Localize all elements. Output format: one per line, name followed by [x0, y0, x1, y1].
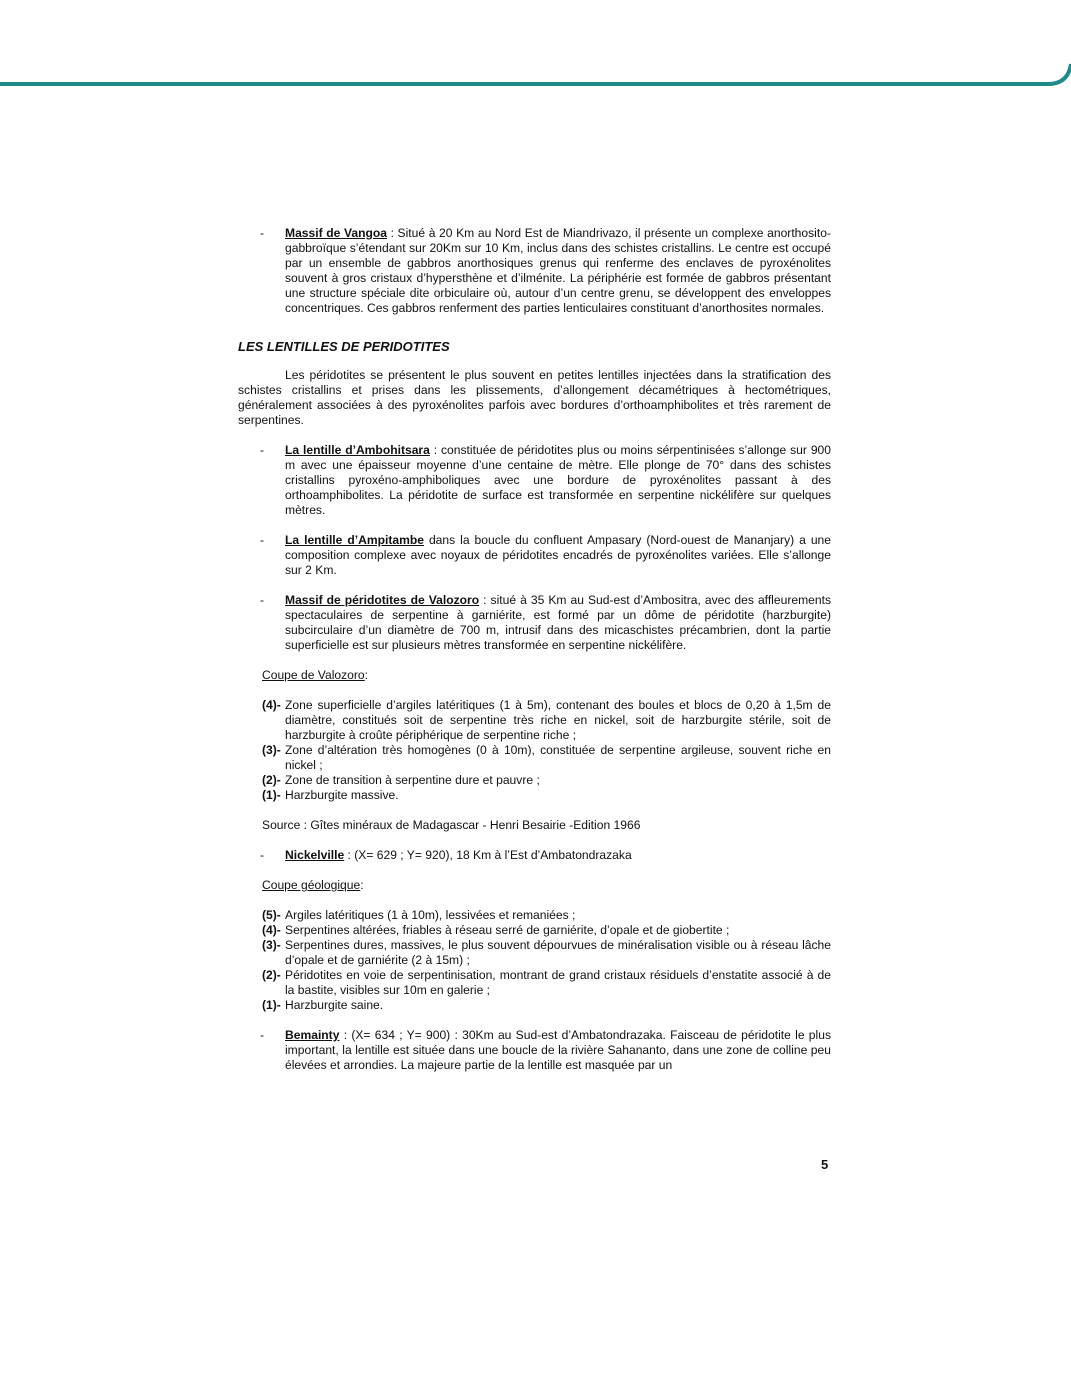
coupe-valozoro-item: [262, 773, 831, 788]
item-number: (2)-: [262, 968, 281, 982]
term-ambohitsara: La lentille d’Ambohitsara: [285, 443, 430, 457]
item-number: (3)-: [262, 743, 281, 757]
bullet-dash: -: [260, 533, 265, 547]
bullet-dash: -: [260, 443, 265, 457]
list-item-valozoro: [238, 593, 831, 653]
text-ampitambe: dans la boucle du confluent Ampasary (Nord-ouest de Mananjary) a une composition complexe avec noyaux de péridotites encadrés de pyroxénolites variées. Elle s’allonge sur 2 Km.: [285, 533, 831, 577]
item-number: (4)-: [262, 698, 281, 712]
term-vangoa: Massif de Vangoa: [285, 226, 387, 240]
term-nickelville: Nickelville: [285, 848, 345, 862]
item-number: (4)-: [262, 923, 281, 937]
coupe-geologique-item: [262, 908, 831, 923]
coupe-valozoro-suffix: :: [364, 668, 369, 682]
coupe-geologique-item: [262, 998, 831, 1013]
header-border-line: [0, 0, 1071, 100]
list-item-ampitambe: [238, 533, 831, 578]
text-ambohitsara: : constituée de péridotites plus ou moins sérpentinisées s’allonge sur 900 m avec une épaisseur moyenne d’une centaine de mètre. Elle plonge de 70° dans des schistes cristallins pyroxéno-amphiboliques avec une bordure de pyroxénolites passant à des orthoamphibolites. La péridotite de surface est transformée en serpentine nickélifère sur quelques mètres.: [285, 443, 832, 517]
text-bemainty: : (X= 634 ; Y= 900) : 30Km au Sud-est d’Ambatondrazaka. Faisceau de péridotite le plus important, la lentille est située dans une boucle de la rivière Sahananto, dans une zone de colline peu élevées et arrondies. La majeure partie de la lentille est masquée par un: [285, 1028, 831, 1072]
coupe-geologique-suffix: :: [360, 878, 364, 892]
item-number: (2)-: [262, 773, 281, 787]
item-number: (3)-: [262, 938, 281, 952]
section-intro: Les péridotites se présentent le plus souvent en petites lentilles injectées dans la stratification des schistes cristallins et prises dans les plissements, d’allongement décamétriques à hectométriques, généralement associées à des pyroxénolites parfois avec bordures d’orthoamphibolites et très rarement de serpentines.: [238, 368, 831, 427]
bullet-dash: -: [260, 848, 265, 862]
item-text: Harzburgite saine.: [285, 998, 384, 1012]
item-number: (1)-: [262, 788, 281, 802]
item-number: (5)-: [262, 908, 281, 922]
item-text: Zone superficielle d’argiles latéritiques (1 à 5m), contenant des boules et blocs de 0,20 à 1,5m de diamètre, constitués soit de serpentine très riche en nickel, soit de harzburgite stérile, soit de harzburgite à croûte périphérique de serpentine riche ;: [285, 698, 831, 742]
coupe-valozoro-title: Coupe de Valozoro: [262, 668, 365, 682]
section-title: LES LENTILLES DE PERIDOTITES: [238, 339, 450, 354]
item-number: (1)-: [262, 998, 281, 1012]
item-text: Péridotites en voie de serpentinisation, montrant de grand cristaux résiduels d’enstatite associé à de la bastite, visibles sur 10m en galerie ;: [285, 968, 831, 997]
document-body: [238, 226, 831, 1073]
item-text: Argiles latéritiques (1 à 10m), lessivées et remaniées ;: [285, 908, 576, 922]
coupe-geologique-heading: [262, 878, 831, 893]
item-text: Serpentines dures, massives, le plus souvent dépourvues de minéralisation visible ou à réseau lâche d’opale et de garniérite (2 à 15m) ;: [285, 938, 831, 967]
bullet-dash: -: [260, 593, 265, 607]
item-text: Serpentines altérées, friables à réseau serré de garniérite, d’opale et de giobertite ;: [285, 923, 730, 937]
page-number: 5: [821, 1157, 829, 1172]
text-nickelville: : (X= 629 ; Y= 920), 18 Km à l’Est d’Ambatondrazaka: [344, 848, 632, 862]
term-ampitambe: La lentille d’Ampitambe: [285, 533, 424, 547]
source-citation: Source : Gîtes minéraux de Madagascar - Henri Besairie -Edition 1966: [262, 818, 641, 832]
item-text: Zone d’altération très homogènes (0 à 10m), constituée de serpentine argileuse, souvent riche en nickel ;: [285, 743, 831, 772]
coupe-valozoro-list: [262, 698, 831, 803]
bullet-dash: -: [260, 1028, 265, 1042]
coupe-geologique-item: [262, 968, 831, 998]
coupe-valozoro-heading: [262, 668, 831, 683]
bullet-dash: -: [260, 226, 265, 240]
text-valozoro: : situé à 35 Km au Sud-est d’Ambositra, avec des affleurements spectaculaires de serpentine à garniérite, est formé par un dôme de péridotite (harzburgite) subcirculaire d’un diamètre de 700 m, intrusif dans des micaschistes précambrien, dont la partie superficielle est sur plusieurs mètres transformée en serpentine nickélifère.: [285, 593, 831, 652]
list-item-ambohitsara: [238, 443, 831, 518]
list-item-vangoa: [238, 226, 831, 316]
coupe-geologique-item: [262, 938, 831, 968]
coupe-valozoro-item: [262, 788, 831, 803]
list-item-nickelville: [238, 848, 831, 863]
coupe-valozoro-item: [262, 743, 831, 773]
coupe-valozoro-item: [262, 698, 831, 743]
term-bemainty: Bemainty: [285, 1028, 340, 1042]
item-text: Zone de transition à serpentine dure et pauvre ;: [285, 773, 540, 787]
text-vangoa: : Situé à 20 Km au Nord Est de Miandrivazo, il présente un complexe anorthosito-gabbroïque s’étendant sur 20Km sur 10 Km, inclus dans des schistes cristallins. Le centre est occupé par un ensemble de gabbros anorthosiques grenus qui renferme des enclaves de pyroxénolites souvent à gros cristaux d’hypersthène et d’ilménite. La périphérie est formée de gabbros présentant une structure spéciale dite orbiculaire où, autour d’un centre grenu, se développent des enveloppes concentriques. Ces gabbros renferment des parties lenticulaires constituant d’anorthosites normales.: [285, 226, 831, 315]
coupe-geologique-title: Coupe géologique: [262, 878, 361, 892]
coupe-geologique-list: [262, 908, 831, 1013]
term-valozoro: Massif de péridotites de Valozoro: [285, 593, 480, 607]
coupe-geologique-item: [262, 923, 831, 938]
list-item-bemainty: [238, 1028, 831, 1073]
item-text: Harzburgite massive.: [285, 788, 399, 802]
